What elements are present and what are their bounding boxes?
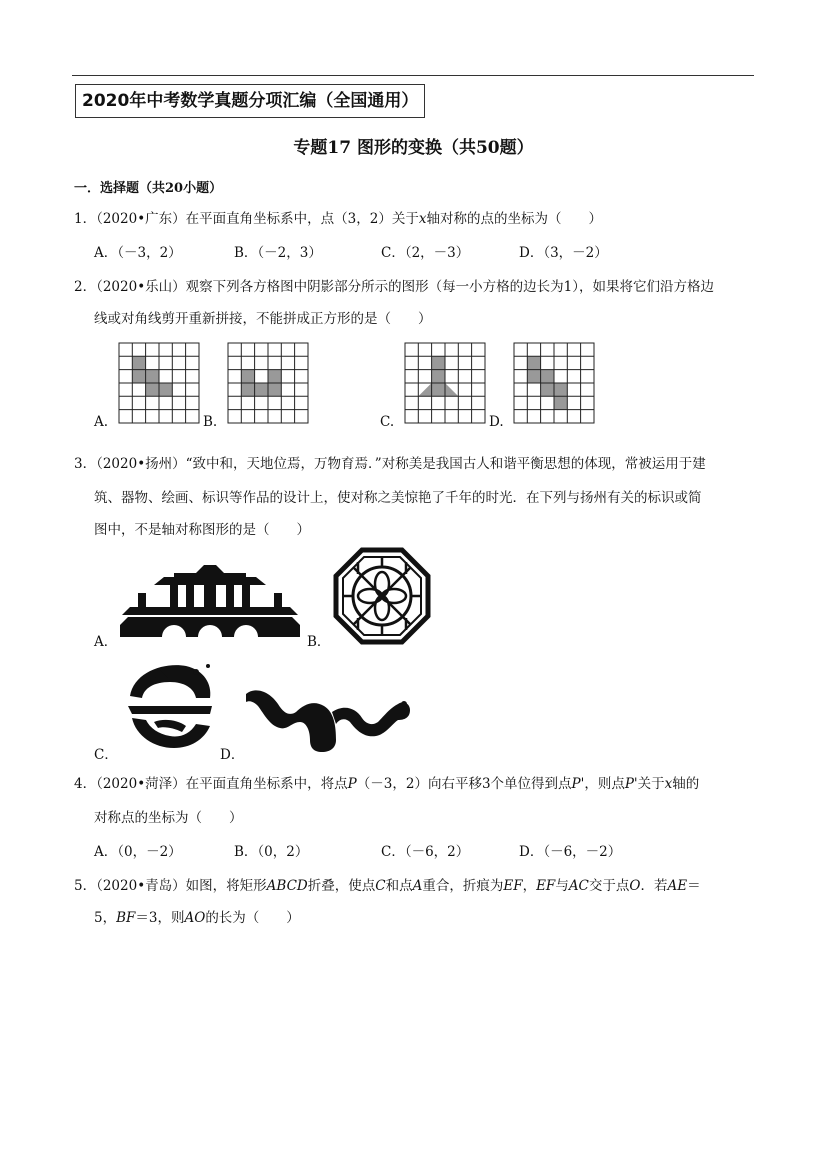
shaded-cell <box>541 370 554 383</box>
series-title: 2020年中考数学真题分项汇编（全国通用） <box>75 84 425 118</box>
shaded-cell <box>527 370 540 383</box>
grid-figure-c <box>405 343 485 423</box>
section-heading: 一．选择题（共20小题） <box>74 181 223 196</box>
question-3-line-1: 3．（2020•扬州）“致中和，天地位焉，万物育焉．”对称美是我国古人和谐平衡思想的体现，常被运用于建 <box>74 456 706 472</box>
shaded-cell <box>268 383 281 396</box>
shaded-cell <box>146 383 159 396</box>
q1-option-a[interactable]: A．（－3，2） <box>94 245 182 261</box>
lattice-window-image <box>334 548 430 644</box>
q2-option-d[interactable]: D. <box>489 414 504 430</box>
shaded-cell <box>241 383 254 396</box>
q4-option-c[interactable]: C．（－6，2） <box>381 844 470 860</box>
grid-figure-a <box>119 343 199 423</box>
shaded-cell <box>255 383 268 396</box>
shaded-cell <box>554 396 567 409</box>
shaded-cell <box>241 370 254 383</box>
q4-option-a[interactable]: A．（0，－2） <box>94 844 182 860</box>
shaded-cell <box>527 356 540 369</box>
question-4-line-1: 4．（2020•菏泽）在平面直角坐标系中，将点P（－3，2）向右平移3个单位得到点P'，则点P'关于x轴的 <box>74 776 700 792</box>
pavilion-silhouette-image <box>120 565 300 640</box>
q3-option-d[interactable]: D． <box>220 747 245 763</box>
shaded-cell <box>159 383 172 396</box>
shaded-cell <box>132 356 145 369</box>
shaded-cell <box>146 370 159 383</box>
question-5-line-2: 5，BF＝3，则AO的长为（ ） <box>94 910 300 926</box>
q1-option-b[interactable]: B．（－2，3） <box>234 245 322 261</box>
shaded-cell <box>132 370 145 383</box>
brush-emblem-image <box>124 658 216 750</box>
q2-option-b[interactable]: B. <box>203 414 218 430</box>
grid-figure-b <box>228 343 308 423</box>
q2-option-a[interactable]: A. <box>94 414 109 430</box>
q3-option-a[interactable]: A． <box>94 634 118 650</box>
q3-option-c[interactable]: C． <box>94 747 118 763</box>
grid-figure-d <box>514 343 594 423</box>
header-rule <box>72 75 754 76</box>
shaded-cell <box>268 370 281 383</box>
shaded-cell <box>554 383 567 396</box>
question-2-line-1: 2．（2020•乐山）观察下列各方格图中阴影部分所示的图形（每一小方格的边长为1），如果将它们沿方格边 <box>74 279 714 295</box>
q3-option-b[interactable]: B． <box>307 634 331 650</box>
question-5-line-1: 5．（2020•青岛）如图，将矩形ABCD折叠，使点C和点A重合，折痕为EF，EF与AC交于点O．若AE＝ <box>74 878 701 894</box>
q4-option-b[interactable]: B．（0，2） <box>234 844 309 860</box>
q1-option-d[interactable]: D．（3，－2） <box>519 245 608 261</box>
q2-option-c[interactable]: C. <box>380 414 395 430</box>
shaded-trapezoid <box>418 356 458 396</box>
question-3-line-3: 图中，不是轴对称图形的是（ ） <box>94 522 310 538</box>
question-1-stem: 1．（2020•广东）在平面直角坐标系中，点（3，2）关于x轴对称的点的坐标为（ ） <box>74 211 602 227</box>
page-title: 专题17 图形的变换（共50题） <box>293 138 534 158</box>
q1-option-c[interactable]: C．（2，－3） <box>381 245 470 261</box>
question-2-line-2: 线或对角线剪开重新拼接，不能拼成正方形的是（ ） <box>94 311 432 327</box>
q4-option-d[interactable]: D．（－6，－2） <box>519 844 622 860</box>
shaded-cell <box>541 383 554 396</box>
question-4-line-2: 对称点的坐标为（ ） <box>94 810 243 826</box>
question-3-line-2: 筑、器物、绘画、标识等作品的设计上，使对称之美惊艳了千年的时光．在下列与扬州有关的标识或简 <box>94 490 702 506</box>
dragon-silhouette-image <box>244 682 412 754</box>
